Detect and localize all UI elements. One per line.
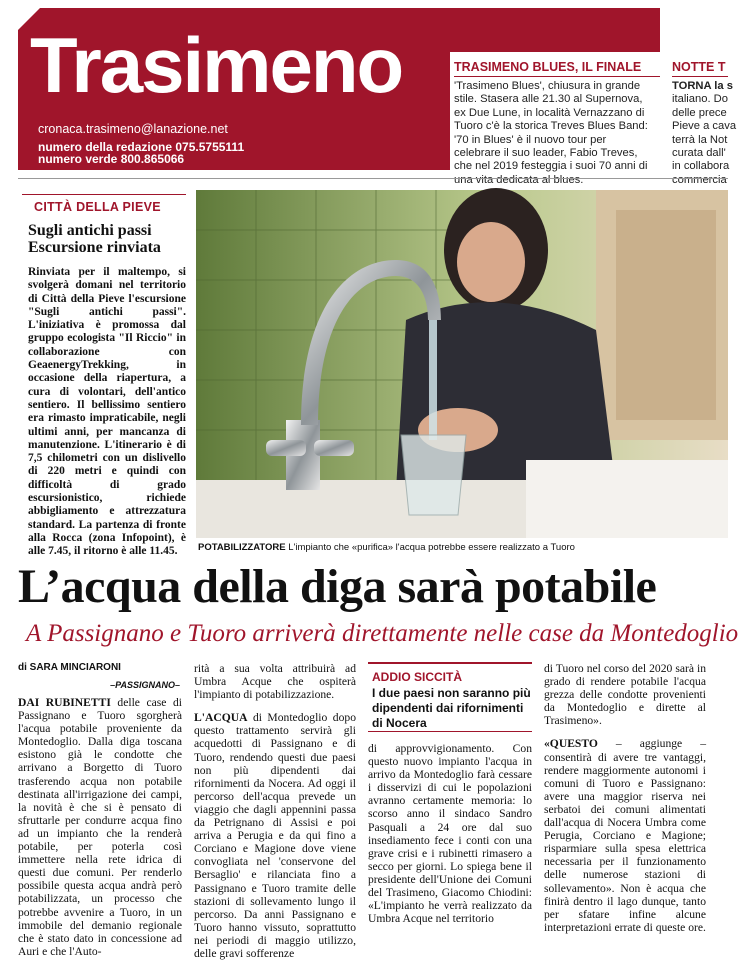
column-text: – aggiunge – consentirà di avere tre vantaggi, rendere maggiormente autonomi i comuni di Tuoro e Passignano: avere una maggior riserva nei serbatoi dei comuni alimentati dall'acqua di Nocera Umbra come Perugia, Corciano e Magione; risparmiare sulla spesa elettrica necessaria per il funzionamento delle numerose stazioni di sollevamento». Non è acqua che finirà dentro il lago dunque, tanto per sfatare infine alcune interpretazioni errate di queste ore. xyxy=(544,737,706,934)
sidebar-title xyxy=(28,222,188,256)
sidebar-kicker: CITTÀ DELLA PIEVE xyxy=(34,200,161,214)
column-lead: «QUESTO xyxy=(544,737,598,751)
column-text: delle case di Passignano e Tuoro sgorgherà l'acqua potabile proveniente da Montedoglio. Dalla diga toscana esistono già le condotte che arrivano a Borgetto di Tuoro trasferendo acqua non potabile destinata all'irrigazione dei campi, la novità è che si è pensato di sfruttarle per condurre acqua fino ad un impianto che la renderà potabile, per poterla così immettere nella rete idrica di questi due comuni. Per renderlo possibile questa acqua andrà però potabilizzata, un processo che potrebbe avvenire a Tuoro, in un immobile del demanio regionale che è stato dato in concessione ad Auri e che l'Auto- xyxy=(18,696,182,958)
byline: di SARA MINCIARONI xyxy=(18,662,121,673)
faucet-photo-illustration xyxy=(196,190,728,538)
dateline-place: –PASSIGNANO– xyxy=(110,680,180,690)
notte-line: Pieve a cava xyxy=(672,120,737,133)
blues-box-title: TRASIMENO BLUES, IL FINALE xyxy=(454,60,642,74)
blues-box-rule xyxy=(454,76,660,77)
pull-quote-kicker: ADDIO SICCITÀ xyxy=(372,670,462,684)
sidebar-title-line: Escursione rinviata xyxy=(28,239,161,256)
sidebar-rule xyxy=(22,194,186,195)
notte-box-rule xyxy=(672,76,728,77)
contact-phones xyxy=(38,141,244,165)
column-lead: L'ACQUA xyxy=(194,711,248,725)
sidebar-title-line: Sugli antichi passi xyxy=(28,222,152,239)
notte-line: delle prece xyxy=(672,106,727,119)
notte-line: curata dall' xyxy=(672,147,726,160)
notte-box-title: NOTTE T xyxy=(672,60,726,74)
photo-caption xyxy=(198,542,728,553)
column-paragraph xyxy=(194,711,356,960)
contact-email[interactable]: cronaca.trasimeno@lanazione.net xyxy=(38,122,228,136)
column-text: di Tuoro nel corso del 2020 sarà in grado di rendere potabile l'acqua grezza delle condotte provenienti da Montedoglio e dirette al Trasimeno». xyxy=(544,662,706,728)
article-column-2 xyxy=(194,662,356,960)
column-lead: DAI RUBINETTI xyxy=(18,696,111,709)
blues-box-text: 'Trasimeno Blues', chiusura in grande stile. Stasera alle 21.30 al Supernova, ex Due Lune, in località Vernazzano di Tuoro c'è la storica Treves Blues Band: '70 in Blues' è il nuovo tour per celebrare il suo leader, Fabio Treves, che nel 2019 festeggia i suoi 70 anni di una vita dedicata al blues. xyxy=(454,80,648,186)
sidebar-body: Rinviata per il maltempo, si svolgerà domani nel territorio di Città della Pieve l'escursione "Sugli antichi passi". L'iniziativa è promossa dal gruppo ecologista "Il Riccio" in collaborazione con GeaenergyTrekking, in occasione della riapertura, a cura di volontari, dell'antico sentiero. Il bellissimo sentiero era rimasto impraticabile, negli ultimi anni, per mancanza di manutenzione. L'itinerario è di 7,5 chilometri con un dislivello di 220 metri e quindi con difficoltà di grado escursionistico, richiede abbigliamento e attrezzatura standard. La partenza di fronte alla Rocca (zona Infopoint), è alle 7.45, il ritorno è alle 11.45. xyxy=(28,266,186,558)
masthead-divider xyxy=(18,178,728,179)
article-subhead: A Passignano e Tuoro arriverà direttamente nelle case da Montedoglio xyxy=(26,620,739,647)
article-column-4 xyxy=(544,662,706,934)
article-column-3: di approvvigionamento. Con questo nuovo impianto l'acqua in arrivo da Montedoglio farà cessare i disservizi di cui le popolazioni avranno certamente memoria: lo scorso anno il sindaco Sandro Pasquali a 24 ore dal suo insediamento fece i conti con una grave crisi e i rubinetti rimasero a secco per giorni. Lo spiega bene il presidente dell'Unione dei Comuni del Trasimeno, Giacomo Chiodini: «L'impianto he verrà realizzato da Umbra Acque nel territorio xyxy=(368,742,532,926)
article-column-1 xyxy=(18,696,182,958)
notte-line: italiano. Do xyxy=(672,93,728,106)
notte-box-text xyxy=(672,80,742,187)
article-headline: L’acqua della diga sarà potabile xyxy=(18,560,657,613)
article-photo xyxy=(196,190,728,538)
notte-line: commercia xyxy=(672,173,727,186)
column-text: di Montedoglio dopo questo trattamento servirà gli acquedotti di Passignano e di Tuoro, rendendo questi due paesi non più dipendenti dai rifornimenti da Nocera. Ad oggi il percorso dell'acqua prevede un viaggio che dagli appennini passa da Petrignano di Assisi e poi arriva a Perugia e da qui fino a Corciano e Magione dove viene convogliata nel 'conservone del Bersaglio' e rilanciata fino a Passignano e Tuoro tramite delle stazioni di sollevamento lungo il percorso. Da anni Passignano e Tuoro hanno vissuto, soprattutto nei periodi di maggio utilizzo, delle gravi sofferenze xyxy=(194,711,356,960)
notte-line: TORNA la s xyxy=(672,80,733,92)
section-title: Trasimeno xyxy=(30,21,403,109)
column-paragraph xyxy=(544,737,706,933)
notte-line: terrà la Not xyxy=(672,133,728,146)
caption-text: L'impianto che «purifica» l'acqua potrebbe essere realizzato a Tuoro xyxy=(285,542,575,553)
column-text: rità a sua volta attribuirà ad Umbra Acque che ospiterà l'impianto di potabilizzazione. xyxy=(194,662,356,702)
phone-redazione: numero della redazione 075.5755111 xyxy=(38,140,245,154)
phone-verde: numero verde 800.865066 xyxy=(38,152,185,166)
caption-label: POTABILIZZATORE xyxy=(198,542,286,553)
pull-quote-text: I due paesi non saranno più dipendenti dai rifornimenti di Nocera xyxy=(372,686,531,730)
notte-line: in collabora xyxy=(672,160,730,173)
